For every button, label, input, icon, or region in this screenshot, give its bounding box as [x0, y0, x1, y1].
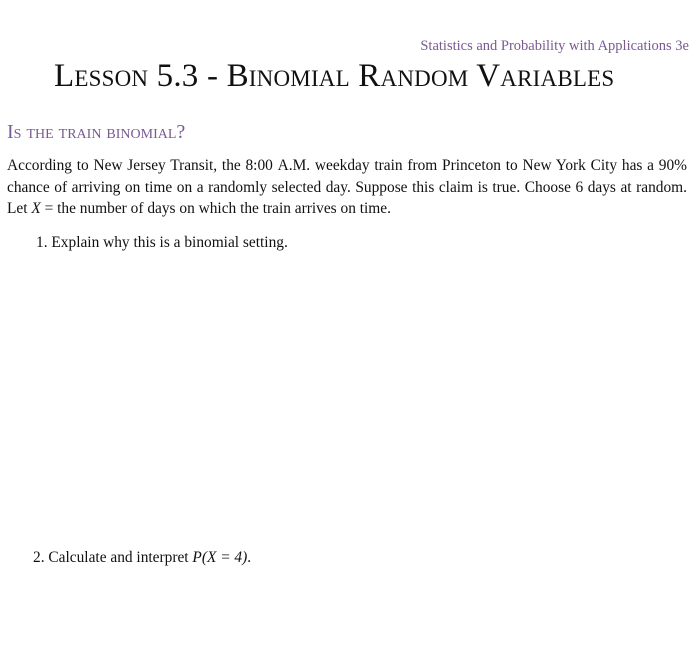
time-am: A.M.	[277, 157, 311, 174]
question-1	[36, 234, 288, 252]
intro-text-2: weekday train from Princeton to New York City has a 90% chance of arriving on time on a randomly selected day. Suppose this claim is true. Choose 6 days at random. Let	[7, 157, 687, 217]
question-1-number: 1.	[36, 234, 48, 251]
intro-text-1: According to New Jersey Transit, the 8:00	[7, 157, 278, 174]
variable-x: X	[31, 200, 41, 217]
intro-paragraph	[7, 155, 687, 220]
question-1-text: Explain why this is a binomial setting.	[51, 234, 288, 251]
section-heading: Is the train binomial?	[7, 121, 186, 143]
intro-text-3: = the number of days on which the train arrives on time.	[40, 200, 391, 217]
probability-expression: P(X = 4)	[192, 549, 248, 566]
lesson-title: Lesson 5.3 - Binomial Random Variables	[54, 58, 615, 94]
question-2-text: Calculate and interpret	[48, 549, 193, 566]
question-2	[33, 549, 251, 567]
question-2-end: .	[247, 549, 252, 566]
book-title: Statistics and Probability with Applications 3e	[420, 38, 689, 54]
question-2-number: 2.	[33, 549, 45, 566]
